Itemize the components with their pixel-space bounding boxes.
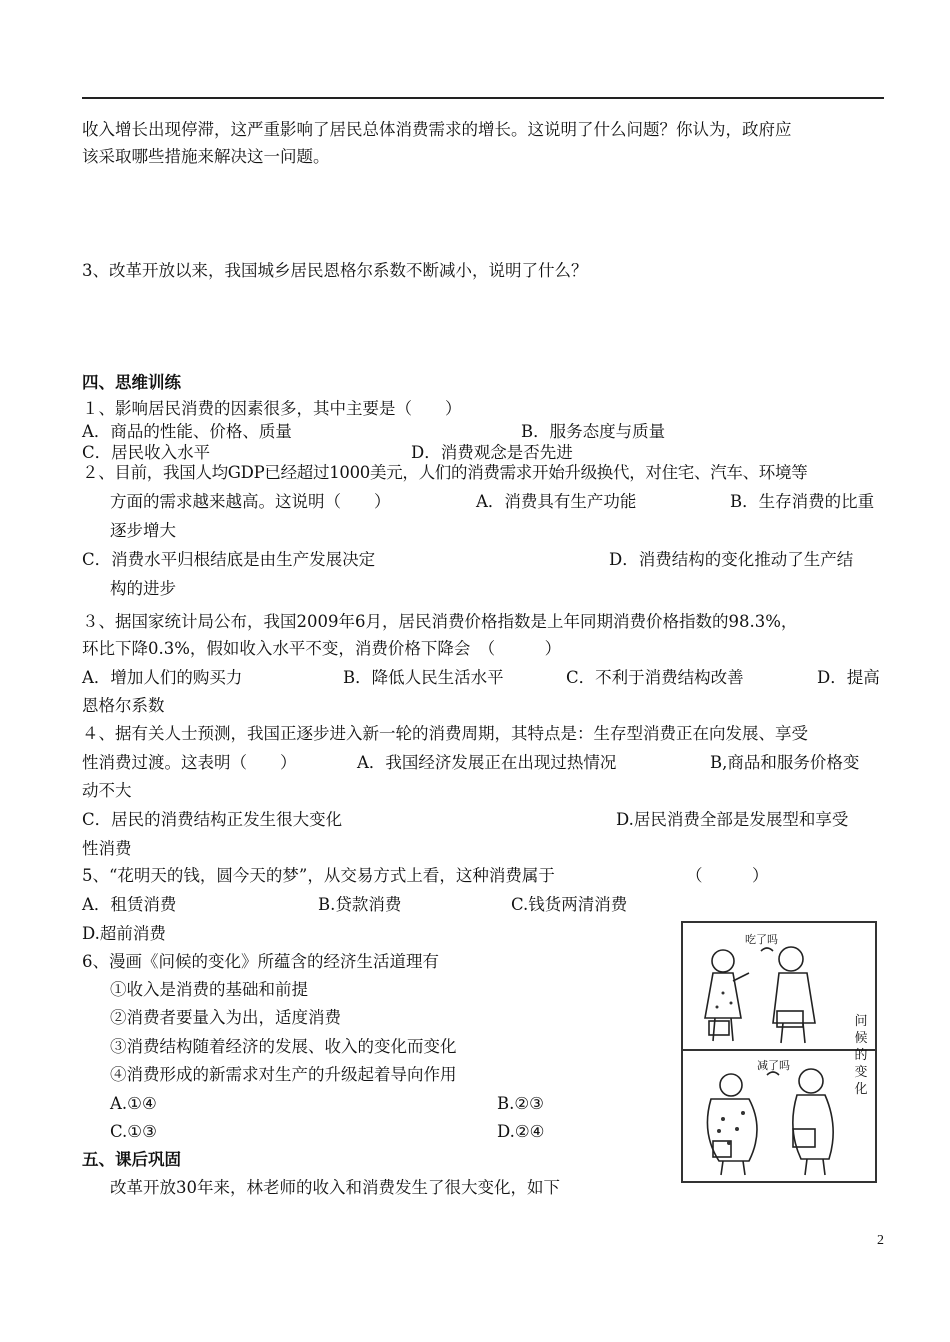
cartoon-panel-divider <box>683 1049 875 1051</box>
q4-option-b: B,商品和服务价格变 <box>710 753 860 772</box>
q4-line2: 性消费过渡。这表明（ ） <box>82 753 297 772</box>
cartoon-illustration <box>683 923 875 1181</box>
cartoon-greeting-change <box>681 921 877 1183</box>
paragraph-line: 收入增长出现停滞，这严重影响了居民总体消费需求的增长。这说明了什么问题？你认为，政府应 <box>82 120 792 139</box>
q3-option-b: B．降低人民生活水平 <box>343 668 504 687</box>
q6-statement-2: ②消费者要量入为出，适度消费 <box>110 1008 341 1027</box>
section-title-4: 四、思维训练 <box>82 373 181 392</box>
q1-option-d: D．消费观念是否先进 <box>411 443 573 462</box>
q1-option-c: C．居民收入水平 <box>82 443 211 462</box>
q6-option-a: A.①④ <box>110 1094 157 1113</box>
q5-option-a: A．租赁消费 <box>82 895 177 914</box>
q2-option-b: B．生存消费的比重 <box>730 492 875 511</box>
q1-option-b: B．服务态度与质量 <box>521 422 666 441</box>
q6-option-c: C.①③ <box>110 1122 157 1141</box>
section-title-5: 五、课后巩固 <box>82 1150 181 1169</box>
q2-option-d: D．消费结构的变化推动了生产结 <box>609 550 854 569</box>
cartoon-top-speech: 吃了吗 <box>745 933 778 946</box>
q4-option-c: C．居民的消费结构正发生很大变化 <box>82 810 343 829</box>
page-number: 2 <box>877 1233 884 1248</box>
q3-line1: ３、据国家统计局公布，我国2009年6月，居民消费价格指数是上年同期消费价格指数的98.3%， <box>82 612 798 631</box>
q2-line1: ２、目前，我国人均GDP已经超过1000美元，人们的消费需求开始升级换代，对住宅、汽车、环境等 <box>82 463 808 482</box>
q4-option-d-cont: 性消费 <box>82 839 132 858</box>
q1-option-a: A．商品的性能、价格、质量 <box>82 422 292 441</box>
q6-option-b: B.②③ <box>497 1094 544 1113</box>
q4-line1: ４、据有关人士预测，我国正逐步进入新一轮的消费周期，其特点是：生存型消费正在向发展、享受 <box>82 724 808 743</box>
q2-line2: 方面的需求越来越高。这说明（ ） <box>110 492 391 511</box>
top-rule <box>82 97 884 99</box>
q6-option-d: D.②④ <box>497 1122 545 1141</box>
cartoon-caption: 问候的变化 <box>854 1014 868 1097</box>
q4-option-b-cont: 动不大 <box>82 781 132 800</box>
q5-answer-paren: （ ） <box>686 866 769 885</box>
q3-option-c: C．不利于消费结构改善 <box>566 668 744 687</box>
q3-option-a: A．增加人们的购买力 <box>82 668 243 687</box>
q5-option-b: B.贷款消费 <box>318 895 402 914</box>
q2-option-b-cont: 逐步增大 <box>110 521 176 540</box>
q4-option-d: D.居民消费全部是发展型和享受 <box>616 810 849 829</box>
q5-option-c: C.钱货两清消费 <box>511 895 628 914</box>
cartoon-bottom-speech: 减了吗 <box>757 1059 790 1072</box>
q2-option-d-cont: 构的进步 <box>110 579 176 598</box>
q6-statement-4: ④消费形成的新需求对生产的升级起着导向作用 <box>110 1065 457 1084</box>
q6-stem: 6、漫画《问候的变化》所蕴含的经济生活道理有 <box>82 952 439 971</box>
q4-option-a: A．我国经济发展正在出现过热情况 <box>357 753 617 772</box>
q6-statement-3: ③消费结构随着经济的发展、收入的变化而变化 <box>110 1037 457 1056</box>
q3-option-d: D．提高 <box>817 668 880 687</box>
question-3: 3、改革开放以来，我国城乡居民恩格尔系数不断减小，说明了什么？ <box>82 261 588 280</box>
q1-stem: １、影响居民消费的因素很多，其中主要是（ ） <box>82 399 462 418</box>
q3-option-d-cont: 恩格尔系数 <box>82 696 165 715</box>
q3-line2: 环比下降0.3%，假如收入水平不变，消费价格下降会 （ ） <box>82 639 562 658</box>
q2-option-a: A．消费具有生产功能 <box>476 492 637 511</box>
q5-stem: 5、“花明天的钱，圆今天的梦”，从交易方式上看，这种消费属于 <box>82 866 555 885</box>
section5-text: 改革开放30年来，林老师的收入和消费发生了很大变化，如下 <box>110 1178 560 1197</box>
q2-option-c: C．消费水平归根结底是由生产发展决定 <box>82 550 376 569</box>
q5-option-d: D.超前消费 <box>82 924 166 943</box>
paragraph-line: 该采取哪些措施来解决这一问题。 <box>82 147 330 166</box>
q6-statement-1: ①收入是消费的基础和前提 <box>110 980 308 999</box>
